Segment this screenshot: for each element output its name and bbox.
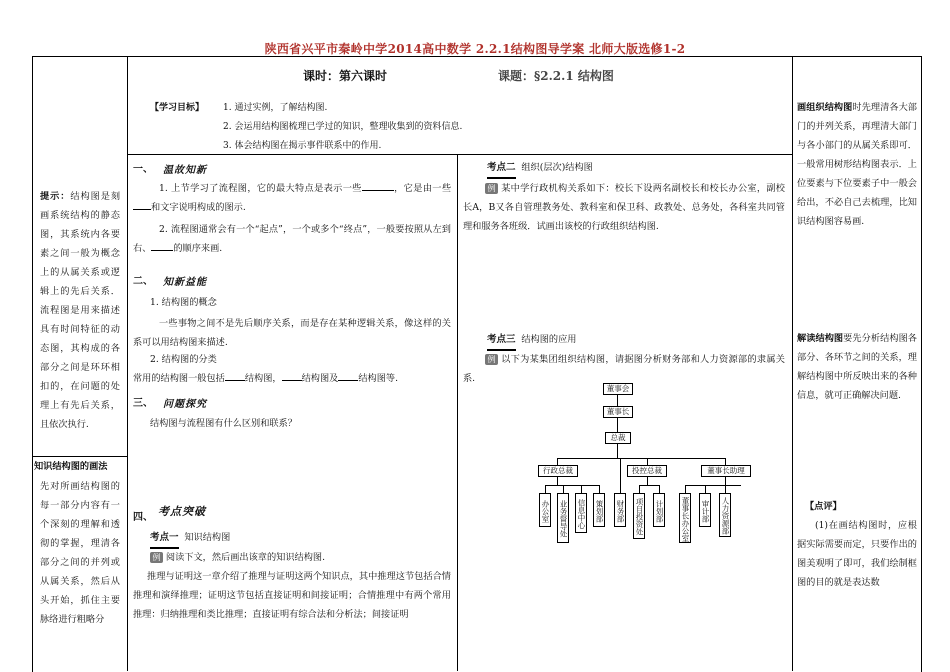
org-connector bbox=[725, 477, 726, 485]
org-dept-chairman-office: 董事长办公室 bbox=[679, 493, 691, 543]
org-dept-office: 办公室 bbox=[539, 493, 551, 527]
example-2-text: 某中学行政机构关系如下：校长下设两名副校长和校长办公室，副校长A，B又各自管理教务处、教科室和保卫科、政教处、总务处，各科室共同管理和服务各班级．试画出该校的行政组织结构图. bbox=[463, 183, 785, 232]
example-2-badge: 例2 bbox=[485, 183, 498, 194]
org-chairman-assistant: 董事长助理 bbox=[701, 465, 751, 477]
right-paragraph-2 bbox=[797, 329, 917, 405]
example-2-paragraph bbox=[463, 179, 785, 236]
org-connector bbox=[617, 444, 618, 458]
example-3-text: 以下为某集团组织结构图，请据图分析财务部和人力资源部的隶属关系. bbox=[463, 354, 785, 384]
section-3-number: 三、 bbox=[133, 398, 153, 409]
section-2-heading-1: 1. 结构图的概念 bbox=[150, 297, 217, 308]
org-chart bbox=[535, 383, 760, 543]
org-chairman: 董事长 bbox=[603, 406, 633, 418]
kd1-label: 考点一 bbox=[150, 528, 179, 549]
s2-p2a: 常用的结构图一般包括 bbox=[133, 373, 225, 384]
org-connector bbox=[617, 394, 618, 406]
org-connector bbox=[557, 458, 558, 465]
tip-paragraph bbox=[40, 187, 120, 434]
section-2-heading-2: 2. 结构图的分类 bbox=[150, 354, 217, 365]
org-connector bbox=[659, 485, 660, 493]
org-dept-supervision: 业务督导处 bbox=[557, 493, 569, 543]
org-dept-finance: 财务部 bbox=[614, 493, 626, 527]
section-3-badge-text: 问题探究 bbox=[163, 399, 207, 410]
blank-2[interactable] bbox=[133, 209, 151, 210]
kd2-label: 考点二 bbox=[487, 158, 516, 179]
method-text: 先对所画结构图的每一部分内容有一个深刻的理解和透彻的掌握，理清各部分之间的并列或从属关系，然后从头开始，抓住主要脉络进行粗略分 bbox=[40, 481, 120, 625]
s2-p2b: 结构图， bbox=[244, 373, 282, 384]
section-4-number: 四、 bbox=[133, 512, 153, 523]
org-connector bbox=[685, 485, 686, 493]
s2-p2c: 结构图及 bbox=[301, 373, 339, 384]
org-admin-president: 行政总裁 bbox=[538, 465, 578, 477]
s1-p1a: 1. 上节学习了流程图，它的最大特点是表示一些 bbox=[159, 183, 362, 194]
org-connector bbox=[639, 485, 640, 493]
middle-column-divider bbox=[457, 154, 458, 671]
goal-1: 1. 通过实例，了解结构图. bbox=[223, 103, 328, 113]
example-1-badge: 例1 bbox=[150, 552, 163, 563]
section-3-badge bbox=[160, 392, 210, 411]
org-board: 董事会 bbox=[603, 383, 633, 395]
blank-1[interactable] bbox=[362, 190, 394, 191]
section-2-badge bbox=[160, 270, 210, 289]
example-1-body: 推理与证明这一章介绍了推理与证明这两个知识点，其中推理这节包括合情推理和演绎推理；证明这节包括直接证明和间接证明；合情推理中有两个常用推理：归纳推理和类比推理；直接证明有综合法和分析法；间接证明 bbox=[133, 571, 451, 620]
section-4-badge bbox=[155, 500, 209, 519]
section-4-badge-text: 考点突破 bbox=[158, 505, 206, 518]
org-connector bbox=[617, 418, 618, 432]
section-1-number: 一、 bbox=[133, 164, 153, 175]
right-paragraph-1 bbox=[797, 98, 917, 231]
org-connector bbox=[725, 485, 726, 493]
org-dept-info-center: 信息中心 bbox=[575, 493, 587, 533]
org-connector bbox=[705, 485, 706, 493]
org-connector bbox=[581, 485, 582, 493]
lesson-topic: 课题：§2.2.1 结构图 bbox=[498, 69, 614, 83]
kd3-title: 结构图的应用 bbox=[521, 334, 577, 345]
org-connector bbox=[545, 485, 546, 493]
document-title: 陕西省兴平市秦岭中学2014高中数学 2.2.1结构图导学案 北师大版选修1-2 bbox=[264, 42, 686, 56]
org-connector bbox=[557, 477, 558, 485]
section-1-badge bbox=[160, 158, 210, 177]
section-2-paragraph-2 bbox=[133, 369, 451, 388]
tip-label: 提示： bbox=[40, 191, 71, 202]
org-connector bbox=[620, 458, 621, 493]
kd2-line bbox=[487, 158, 593, 179]
section-1-badge-text: 温故知新 bbox=[163, 165, 207, 176]
org-ceo: 总裁 bbox=[605, 432, 631, 444]
goals-label: 【学习目标】 bbox=[150, 103, 205, 113]
s1-p1b: ，它是由一些 bbox=[393, 183, 452, 194]
section-3-question: 结构图与流程图有什么区别和联系？ bbox=[150, 418, 297, 429]
s2-p2d: 结构图等. bbox=[358, 373, 399, 384]
kd3-line bbox=[487, 330, 576, 351]
tip-text: 结构图是刻画系统结构的静态图，其系统内各要素之间一般为概念上的从属关系或逻辑上的先后关系．流程图是用来描述具有时间特征的动态图，其构成的各部分之间是环环相扣的，在问题的处理上有先后关系，且依次执行. bbox=[40, 191, 121, 430]
right-paragraph-3: (1)在画结构图时，应根据实际需要而定，只要作出的图美观明了即可，我们绘制框图的目的就是表达数 bbox=[797, 520, 917, 588]
section-1-paragraph-2 bbox=[133, 220, 451, 258]
goal-3: 3. 体会结构图在揭示事件联系中的作用. bbox=[223, 141, 382, 151]
section-2-badge-text: 知新益能 bbox=[163, 277, 207, 288]
blank-4[interactable] bbox=[225, 380, 245, 381]
right-p2-text: 要先分析结构图各部分、各环节之间的关系，理解结构图中所反映出来的各种信息，就可正确解决问题. bbox=[797, 333, 917, 401]
blank-5[interactable] bbox=[282, 380, 302, 381]
right-p2-bold: 解读结构图 bbox=[797, 333, 844, 344]
review-label: 【点评】 bbox=[805, 501, 842, 512]
org-dept-project-investment: 项目投资处 bbox=[633, 493, 645, 539]
org-connector bbox=[725, 458, 726, 465]
section-2-paragraph-1: 一些事物之间不是先后顺序关系，而是存在某种逻辑关系，像这样的关系可以用结构图来描述. bbox=[133, 318, 451, 348]
kd1-title: 知识结构图 bbox=[184, 532, 231, 543]
org-dept-planning: 策划部 bbox=[593, 493, 605, 527]
org-connector bbox=[563, 485, 564, 493]
kd1-line bbox=[150, 528, 230, 549]
example-1-line bbox=[150, 548, 326, 573]
goal-2: 2. 会运用结构图梳理已学过的知识，整理收集到的资料信息. bbox=[223, 122, 463, 132]
kd3-label: 考点三 bbox=[487, 330, 516, 351]
section-1-paragraph-1 bbox=[133, 179, 451, 217]
blank-6[interactable] bbox=[338, 380, 358, 381]
org-investment-president: 投控总裁 bbox=[627, 465, 667, 477]
right-p1-text: 时先理清各大部门的并列关系，再理清大部门与各小部门的从属关系即可．一般常用树形结构图表示．上位要素与下位要素子中一般会给出，不必自己去梳理，比知识结构图容易画. bbox=[797, 102, 917, 227]
org-dept-planning-division: 计划部 bbox=[653, 493, 665, 527]
org-connector bbox=[557, 458, 725, 459]
s1-p1c: 和文字说明构成的图示. bbox=[151, 202, 246, 213]
right-p1-bold: 画组织结构图 bbox=[797, 102, 853, 113]
kd2-title: 组织(层次)结构图 bbox=[521, 162, 593, 173]
blank-3[interactable] bbox=[151, 250, 173, 251]
s1-p2b: 的顺序来画. bbox=[173, 243, 223, 254]
org-connector bbox=[647, 477, 648, 485]
org-dept-audit: 审计部 bbox=[699, 493, 711, 527]
s1-p2a: 2. 流程图通常会有一个“起点”，一个或多个“终点”，一般要按照从左到右、 bbox=[133, 224, 451, 254]
right-column-divider bbox=[792, 56, 793, 671]
left-column-divider bbox=[127, 56, 128, 671]
section-2-number: 二、 bbox=[133, 276, 153, 287]
example-1-text: 阅读下文，然后画出该章的知识结构图. bbox=[165, 552, 326, 563]
org-dept-hr: 人力资源部 bbox=[719, 493, 731, 537]
org-connector bbox=[599, 485, 600, 493]
method-title: 知识结构图的画法 bbox=[34, 461, 108, 472]
example-3-badge: 例3 bbox=[485, 354, 498, 365]
org-connector bbox=[685, 485, 741, 486]
org-connector bbox=[647, 458, 648, 465]
lesson-period: 课时：第六课时 bbox=[303, 69, 388, 83]
org-connector bbox=[545, 485, 599, 486]
header-divider bbox=[127, 154, 792, 155]
org-connector bbox=[639, 485, 659, 486]
